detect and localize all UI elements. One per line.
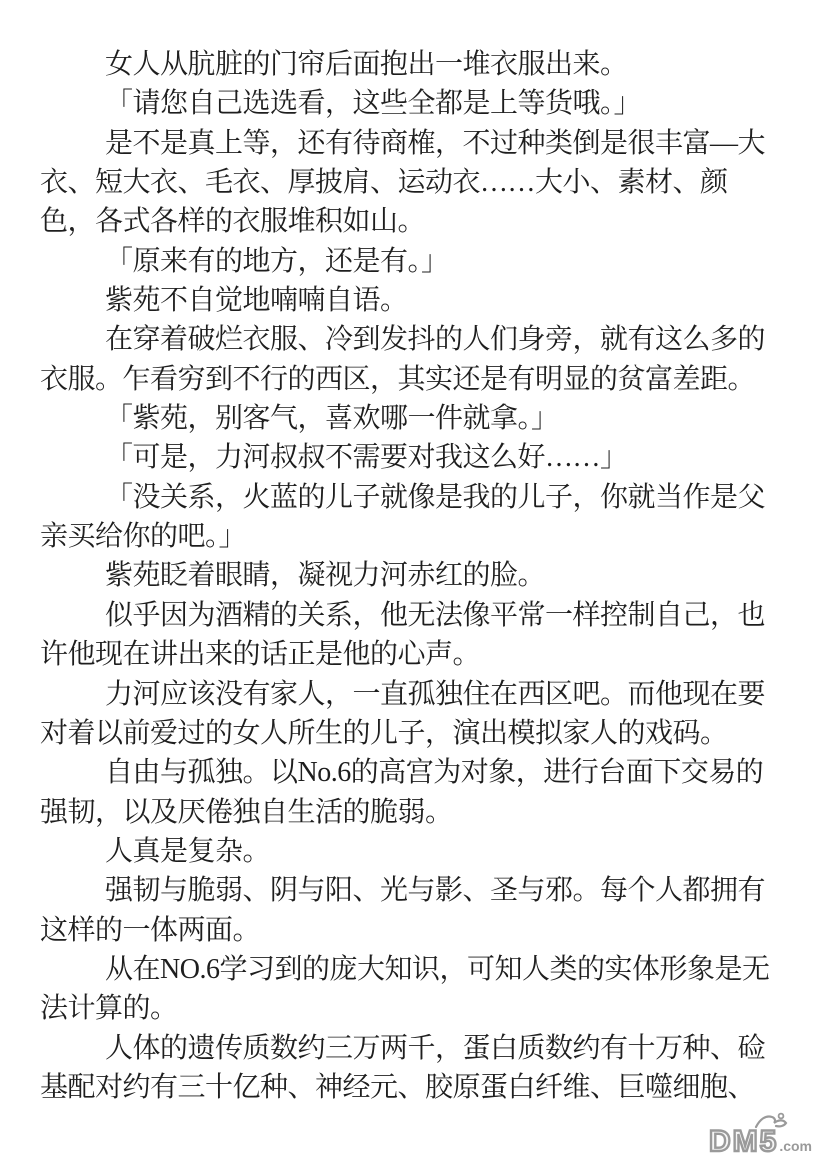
text-line: 基配对约有三十亿种、神经元、胶原蛋白纤维、巨噬细胞、 (40, 1071, 756, 1103)
text-line: 在穿着破烂衣服、冷到发抖的人们身旁，就有这么多的 (105, 324, 766, 356)
text-line: 从在NO.6学习到的庞大知识，可知人类的实体形象是无 (105, 953, 770, 985)
text-line: 女人从肮脏的门帘后面抱出一堆衣服出来。 (105, 49, 628, 80)
text-line: 强韧与脆弱、阴与阳、光与影、圣与邪。每个人都拥有 (105, 875, 766, 907)
dm5-watermark-brand: DM5 (708, 1125, 779, 1158)
text-line: 强韧，以及厌倦独自生活的脆弱。 (40, 796, 453, 828)
text-line: 对着以前爱过的女人所生的儿子，演出模拟家人的戏码。 (40, 717, 728, 749)
text-line: 法计算的。 (40, 993, 178, 1025)
text-line: 似乎因为酒精的关系，他无法像平常一样控制自己，也 (105, 599, 766, 631)
text-line: 「可是，力河叔叔不需要对我这么好……」 (105, 442, 628, 474)
text-line: 色，各式各样的衣服堆积如山。 (40, 206, 426, 238)
text-line: 是不是真上等，还有待商榷，不过种类倒是很丰富—大 (105, 127, 766, 159)
text-line: 紫苑眨着眼睛，凝视力河赤红的脸。 (105, 560, 546, 592)
text-line: 自由与孤独。以No.6的高宫为对象，进行台面下交易的 (105, 757, 764, 789)
text-line: 「请您自己选选看，这些全都是上等货哦。」 (105, 88, 642, 120)
text-line: 紫苑不自觉地喃喃自语。 (105, 285, 408, 317)
text-line: 「原来有的地方，还是有。」 (105, 245, 449, 277)
dm5-watermark (709, 1125, 812, 1159)
text-line: 「紫苑，别客气，喜欢哪一件就拿。」 (105, 403, 559, 435)
text-line: 「没关系，火蓝的儿子就像是我的儿子，你就当作是父 (105, 481, 766, 513)
text-line: 许他现在讲出来的话正是他的心声。 (40, 639, 481, 671)
dm5-mascot-icon (754, 1111, 788, 1136)
text-line: 力河应该没有家人，一直孤独住在西区吧。而他现在要 (105, 678, 766, 710)
dm5-watermark-suffix: .com (779, 1138, 812, 1154)
text-line: 亲买给你的吧。」 (40, 521, 247, 553)
text-line: 衣、短大衣、毛衣、厚披肩、运动衣……大小、素材、颜 (40, 167, 728, 199)
text-line: 人体的遗传质数约三万两千，蛋白质数约有十万种、硷 (105, 1032, 766, 1064)
text-line: 衣服。乍看穷到不行的西区，其实还是有明显的贫富差距。 (40, 363, 756, 395)
text-line: 人真是复杂。 (105, 835, 271, 867)
novel-text (40, 45, 800, 1107)
text-line: 这样的一体两面。 (40, 914, 261, 946)
